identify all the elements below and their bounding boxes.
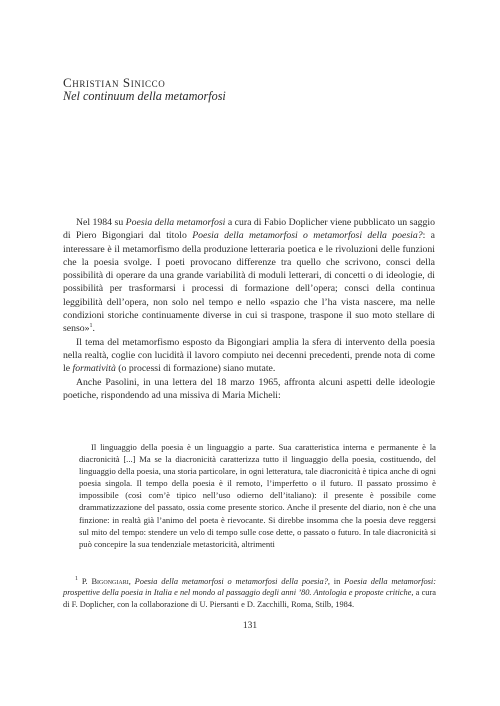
- paragraph-1: Nel 1984 su Poesia della metamorfosi a cura di Fabio Doplicher viene pubblicato un saggio di Piero Bigongiari dal titolo Poesia della metamorfosi o metamorfosi della poesia?: a interessare è il metamorfismo della produzione letteraria poetica e le rivoluzioni delle funzioni che la poesia svolge. I poeti provocano differenze tra quello che scrivono, consci della possibilità di operare da una grande variabilità di moduli letterari, di concetti o di ideologie, di possibilità per trasformarsi i processi di formazione dell’opera; consci della continua leggibilità dell’opera, non solo nel tempo e nello «spazio che l’ha vista nascere, ma nelle condizioni storiche continuamente diverse in cui si traspone, traspone il suo moto stellare di senso»$^1$.: [63, 217, 436, 335]
- footnote-number: 1: [75, 576, 78, 583]
- footnote-author: P. Bigongiari: [81, 577, 129, 586]
- footnote-text: $^1$ P. Bigongiari, Poesia della metamorfosi o metamorfosi della poesia?, in Poesia della metamorfosi: prospettive della poesia in Italia e nel mondo al passaggio degli anni ’80. Antologia e proposte critiche, a cura di F. Doplicher, con la collaborazione di U. Piersanti e D. Zacchilli, Roma, Stilb, 1984.: [63, 576, 437, 609]
- paragraph-3: Anche Pasolini, in una lettera del 18 marzo 1965, affronta alcuni aspetti delle ideologie poetiche, rispondendo ad una missiva di Maria Micheli:: [63, 376, 435, 401]
- main-text: [63, 216, 435, 402]
- footnote: [63, 576, 436, 610]
- quote-text: Il linguaggio della poesia è un linguaggio a parte. Sua caratteristica interna e permanente è la diacronicità [...] Ma se la diacronicità caratterizza tutto il linguaggio della poesia, costituendo, del linguaggio della poesia, una storia particolare, in ogni letteratura, tale diacronicità è tipica anche di ogni poesia singola. Il tempo della poesia è il remoto, l’imperfetto o il futuro. Il passato prossimo è impossibile (così com’è tipico nell’uso odierno dell’italiano): il presente è possibile come drammatizzazione del passato, ossia come presente storico. Anche il presente del diario, non è che una finzione: in realtà già l’animo del poeta è rievocante. Si direbbe insomma che la poesia deve reggersi sul mito del tempo: stendere un velo di tempo sulle cose dette, o passato o futuro. In tale diacronicità si può concepire la sua tendenziale metastoricità, altrimenti: [79, 442, 436, 549]
- chapter-title: Nel continuum della metamorfosi: [63, 89, 226, 103]
- footnote-ref: 1: [89, 323, 93, 330]
- paragraph-2: Il tema del metamorfismo esposto da Bigongiari amplia la sfera di intervento della poesia nella realtà, coglie con lucidità il lavoro compiuto nei decenni precedenti, prende nota di come le formatività (o processi di formazione) siano mutate.: [63, 336, 435, 375]
- block-quote: [79, 441, 436, 550]
- chapter-author: Christian Sinicco: [63, 75, 166, 90]
- footnote-book: Poesia della metamorfosi: prospettive della poesia in Italia e nel mondo al passaggio degli anni ’80. Antologia e proposte critiche: [63, 577, 437, 598]
- footnote-title: Poesia della metamorfosi o metamorfosi della poesia?: [134, 577, 328, 586]
- page-number: 131: [242, 621, 258, 631]
